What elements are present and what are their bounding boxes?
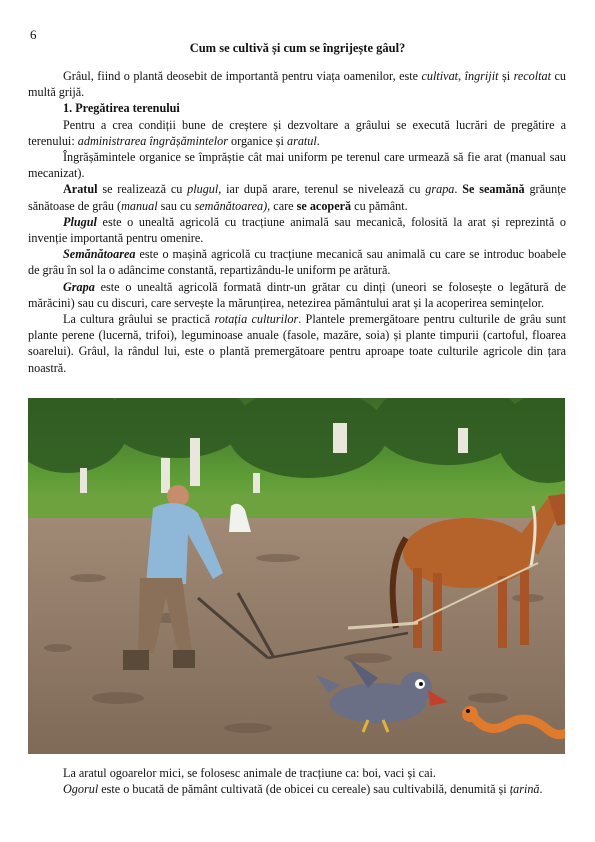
page-number: 6 (30, 27, 37, 42)
plough-photo (28, 398, 565, 754)
section-heading: 1. Pregătirea terenului (63, 101, 180, 116)
paragraph-fertilizers: Îngrășămintele organice se împrăștie cât mai uniform pe terenul care urmează să fie arat (manual sau mecanizat). (28, 150, 566, 181)
main-text (28, 68, 566, 376)
paragraph-intro: Grâul, fiind o plantă deosebit de importantă pentru viața oamenilor, este cultivat, îngrijit și recoltat cu multă grijă. (28, 69, 567, 100)
paragraph-rotation: La cultura grâului se practică rotația culturilor. Plantele premergătoare pentru culturile de grâu sunt plante perene (lucernă, trifoi), leguminoase anuale (fasole, mazăre, soia) și plante timpurii (cartoful, floarea soarelui). Grâul, la rândul lui, este o plantă premergătoare pentru aproape toate culturile agricole din țara noastră. (28, 312, 566, 375)
paragraph-plough: Plugul este o unealtă agricolă cu tracțiune animală sau mecanică, folosită la arat și reprezintă o invenție importantă pentru omenire. (28, 214, 566, 246)
paragraph-draught-animals: La aratul ogoarelor mici, se folosesc animale de tracțiune ca: boi, vaci și cai. (63, 766, 436, 780)
bottom-text (28, 765, 566, 797)
paragraph-seeder: Semănătoarea este o mașină agricolă cu tracțiune mecanică sau animală cu care se introduc boabele de grâu în sol la o adâncime constantă, repartizându-le uniform pe arătură. (28, 247, 566, 278)
page-title: Cum se cultivă și cum se îngrijește gâul? (189, 41, 406, 55)
paragraph-preparation: Pentru a crea condiții bune de creștere și dezvoltare a grâului se execută lucrări de pregătire a terenului: administrarea îngrășămintelor organice și aratul. (28, 117, 566, 148)
paragraph-harrow: Grapa este o unealtă agricolă formată dintr-un grătar cu dinți (uneori se folosește o legătură de mărăcini) sau cu discuri, care servește la mărunțirea, netezirea pământului arat și la acoperirea semințelor. (28, 279, 566, 310)
paragraph-plowing: Aratul se realizează cu plugul, iar după arare, terenul se nivelează cu grapa. Se seamănă grăunțe sănătoase de grâu (manual sau cu semănătoarea), care se acoperă cu pământ. (28, 182, 566, 213)
paragraph-ogor: Ogorul este o bucată de pământ cultivată (de obicei cu cereale) sau cultivabilă, denumită și țarină. (63, 782, 543, 797)
